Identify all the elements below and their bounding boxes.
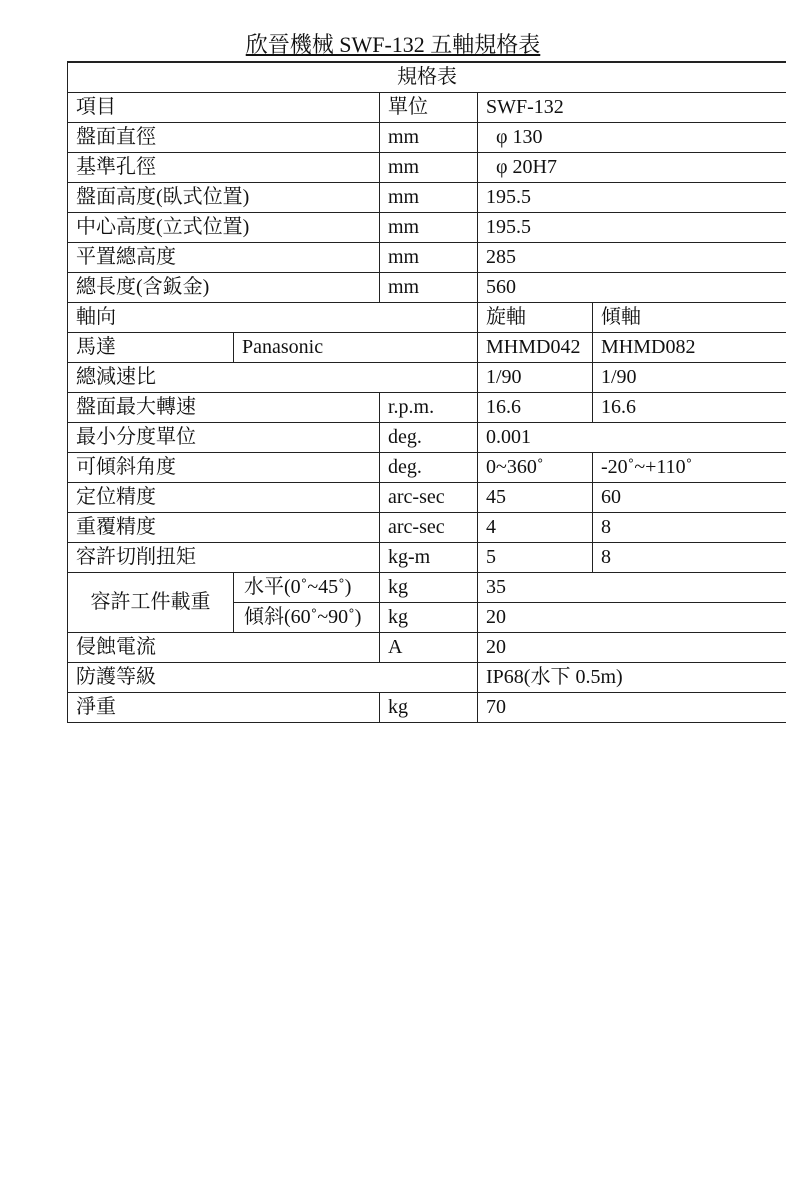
table-row [68,393,786,423]
rotary-axis-header: 旋軸 [478,303,593,333]
row-value: 285 [478,243,786,273]
row-unit: kg [380,603,478,633]
row-label: 最小分度單位 [68,423,380,453]
table-row [68,123,786,153]
row-value: 35 [478,573,786,603]
table-row [68,333,786,363]
table-row [68,273,786,303]
row-value: IP68(水下 0.5m) [478,663,786,693]
load-horizontal-label: 水平(0˚~45˚) [234,573,380,603]
table-header-row [68,62,786,93]
row-unit: deg. [380,423,478,453]
row-label: 軸向 [68,303,478,333]
row-unit: kg [380,693,478,723]
tilt-value: 60 [593,483,786,513]
row-label: 定位精度 [68,483,380,513]
document-title: 欣晉機械 SWF-132 五軸規格表 [245,32,541,57]
row-unit: mm [380,183,478,213]
row-label: 平置總高度 [68,243,380,273]
row-label: 淨重 [68,693,380,723]
row-label: 侵蝕電流 [68,633,380,663]
row-unit: deg. [380,453,478,483]
unit-header: 單位 [380,93,478,123]
row-label: 防護等級 [68,663,478,693]
table-row [68,303,786,333]
table-row [68,183,786,213]
row-label: 容許切削扭矩 [68,543,380,573]
row-unit: mm [380,243,478,273]
tilt-value: -20˚~+110˚ [593,453,786,483]
rotary-value: 0~360˚ [478,453,593,483]
row-value: φ 130 [478,123,786,153]
row-unit: kg [380,573,478,603]
rotary-value: 45 [478,483,593,513]
row-label: 基準孔徑 [68,153,380,183]
item-header: 項目 [68,93,380,123]
table-row [68,153,786,183]
row-unit: mm [380,153,478,183]
row-label: 盤面高度(臥式位置) [68,183,380,213]
rotary-value: 5 [478,543,593,573]
row-unit: arc-sec [380,513,478,543]
row-unit: mm [380,213,478,243]
table-row [68,483,786,513]
row-label: 總長度(含鈑金) [68,273,380,303]
table-row [68,423,786,453]
row-value: 20 [478,633,786,663]
row-label: 盤面直徑 [68,123,380,153]
row-label: 中心高度(立式位置) [68,213,380,243]
rotary-value: MHMD042 [478,333,593,363]
row-value: 560 [478,273,786,303]
table-row [68,453,786,483]
model-header: SWF-132 [478,93,786,123]
table-row [68,243,786,273]
row-label: 盤面最大轉速 [68,393,380,423]
load-tilted-label: 傾斜(60˚~90˚) [234,603,380,633]
row-unit: A [380,633,478,663]
tilt-value: MHMD082 [593,333,786,363]
table-row [68,633,786,663]
tilt-value: 1/90 [593,363,786,393]
tilt-value: 8 [593,513,786,543]
table-header: 規格表 [68,62,786,93]
table-row [68,513,786,543]
row-label: 總減速比 [68,363,478,393]
row-label: 馬達 [68,333,234,363]
row-value: 195.5 [478,213,786,243]
table-row [68,573,786,603]
row-label: 重覆精度 [68,513,380,543]
table-row [68,213,786,243]
table-row [68,543,786,573]
row-value: φ 20H7 [478,153,786,183]
table-row [68,363,786,393]
row-unit: r.p.m. [380,393,478,423]
row-value: 70 [478,693,786,723]
row-value: 0.001 [478,423,786,453]
row-unit: arc-sec [380,483,478,513]
tilt-axis-header: 傾軸 [593,303,786,333]
motor-brand: Panasonic [234,333,478,363]
row-value: 20 [478,603,786,633]
table-row [68,663,786,693]
tilt-value: 8 [593,543,786,573]
rotary-value: 16.6 [478,393,593,423]
tilt-value: 16.6 [593,393,786,423]
row-unit: kg-m [380,543,478,573]
row-label: 容許工件載重 [68,573,234,633]
table-row [68,93,786,123]
rotary-value: 1/90 [478,363,593,393]
row-unit: mm [380,123,478,153]
row-value: 195.5 [478,183,786,213]
row-unit: mm [380,273,478,303]
table-row [68,693,786,723]
spec-table [67,61,786,723]
row-label: 可傾斜角度 [68,453,380,483]
rotary-value: 4 [478,513,593,543]
